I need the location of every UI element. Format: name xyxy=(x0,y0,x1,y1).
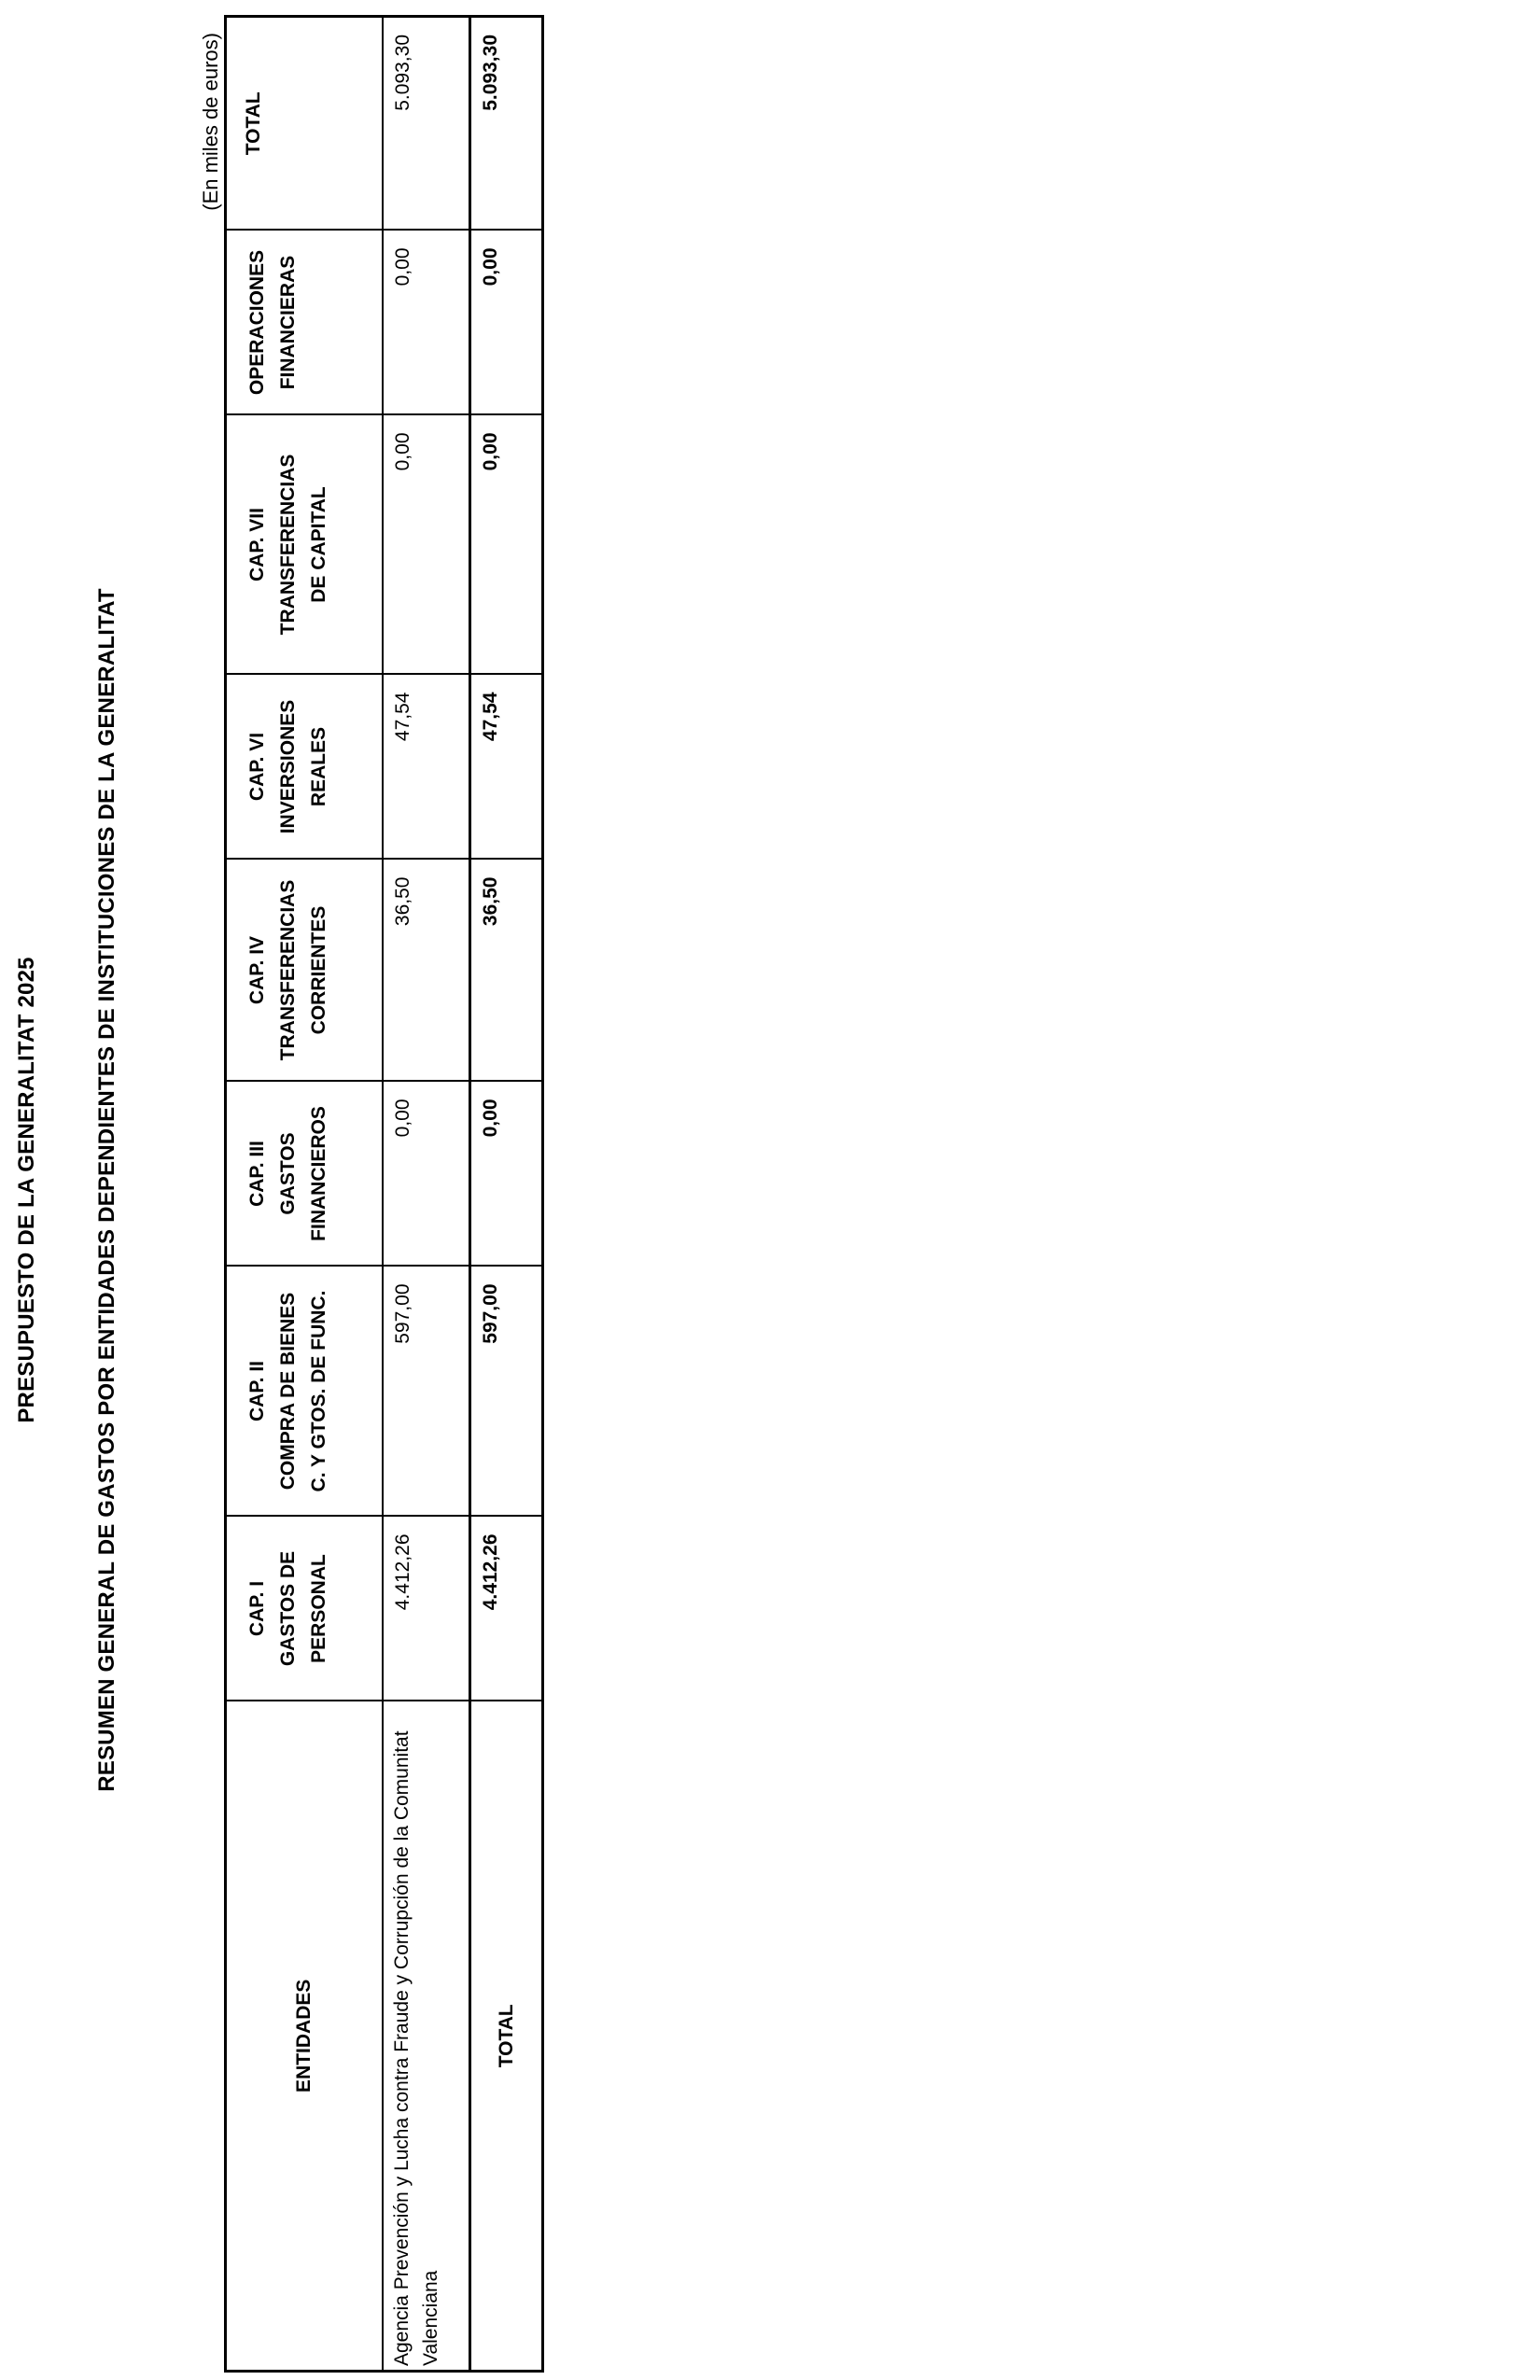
col-header-cap4-line3: CORRIENTES xyxy=(308,905,329,1035)
col-header-entidades-label: ENTIDADES xyxy=(293,1979,315,2093)
col-header-opfin xyxy=(226,231,383,415)
totals-cap6: 47,54 xyxy=(470,675,543,860)
totals-opfin: 0,00 xyxy=(470,231,543,415)
units-note: (En miles de euros) xyxy=(199,33,222,211)
col-header-cap2-line3: C. Y GTOS. DE FUNC. xyxy=(308,1290,329,1492)
row-cap3: 0,00 xyxy=(383,1082,470,1267)
totals-cap7: 0,00 xyxy=(470,415,543,675)
col-header-cap1-line2: GASTOS DE xyxy=(277,1550,299,1667)
table-header-row xyxy=(226,17,383,2372)
row-cap7: 0,00 xyxy=(383,415,470,675)
col-header-cap3 xyxy=(226,1082,383,1267)
totals-cap1: 4.412,26 xyxy=(470,1517,543,1701)
col-header-cap7-line2: TRANSFERENCIAS xyxy=(277,454,299,636)
col-header-cap7 xyxy=(226,415,383,675)
row-opfin: 0,00 xyxy=(383,231,470,415)
col-header-cap3-line3: FINANCIEROS xyxy=(308,1106,329,1241)
col-header-total-label: TOTAL xyxy=(243,91,264,156)
col-header-cap7-line3: DE CAPITAL xyxy=(308,486,329,603)
page-subtitle: RESUMEN GENERAL DE GASTOS POR ENTIDADES DEPENDIENTES DE INSTITUCIONES DE LA GENERALITAT xyxy=(94,588,119,1792)
col-header-cap6-line3: REALES xyxy=(308,726,329,807)
col-header-cap6-line2: INVERSIONES xyxy=(277,699,299,834)
row-total: 5.093,30 xyxy=(383,17,470,231)
page-title: PRESUPUESTO DE LA GENERALITAT 2025 xyxy=(14,957,39,1423)
col-header-cap1-line1: CAP. I xyxy=(246,1580,268,1637)
col-header-opfin-line1: OPERACIONES xyxy=(246,249,268,396)
totals-cap4: 36,50 xyxy=(470,860,543,1082)
col-header-total xyxy=(226,17,383,231)
col-header-entidades xyxy=(226,1701,383,2372)
totals-label: TOTAL xyxy=(470,1701,543,2372)
totals-cap2: 597,00 xyxy=(470,1267,543,1517)
table-row xyxy=(383,17,470,2372)
col-header-cap6 xyxy=(226,675,383,860)
col-header-cap2-line1: CAP. II xyxy=(246,1361,268,1421)
col-header-cap2-line2: COMPRA DE BIENES xyxy=(277,1292,299,1491)
totals-cap3: 0,00 xyxy=(470,1082,543,1267)
totals-total: 5.093,30 xyxy=(470,17,543,231)
col-header-cap1 xyxy=(226,1517,383,1701)
col-header-cap7-line1: CAP. VII xyxy=(246,508,268,581)
col-header-cap3-line2: GASTOS xyxy=(277,1132,299,1215)
budget-table xyxy=(224,15,544,2373)
col-header-cap3-line1: CAP. III xyxy=(246,1141,268,1207)
row-cap1: 4.412,26 xyxy=(383,1517,470,1701)
row-cap6: 47,54 xyxy=(383,675,470,860)
row-cap4: 36,50 xyxy=(383,860,470,1082)
col-header-cap4 xyxy=(226,860,383,1082)
col-header-cap2 xyxy=(226,1267,383,1517)
col-header-cap4-line1: CAP. IV xyxy=(246,935,268,1005)
col-header-opfin-line2: FINANCIERAS xyxy=(277,255,299,390)
row-cap2: 597,00 xyxy=(383,1267,470,1517)
col-header-cap1-line3: PERSONAL xyxy=(308,1554,329,1663)
totals-row xyxy=(470,17,543,2372)
row-entidad: Agencia Prevención y Lucha contra Fraude y Corrupción de la Comunitat Valenciana xyxy=(383,1701,470,2372)
col-header-cap4-line2: TRANSFERENCIAS xyxy=(277,879,299,1061)
col-header-cap6-line1: CAP. VI xyxy=(246,732,268,802)
